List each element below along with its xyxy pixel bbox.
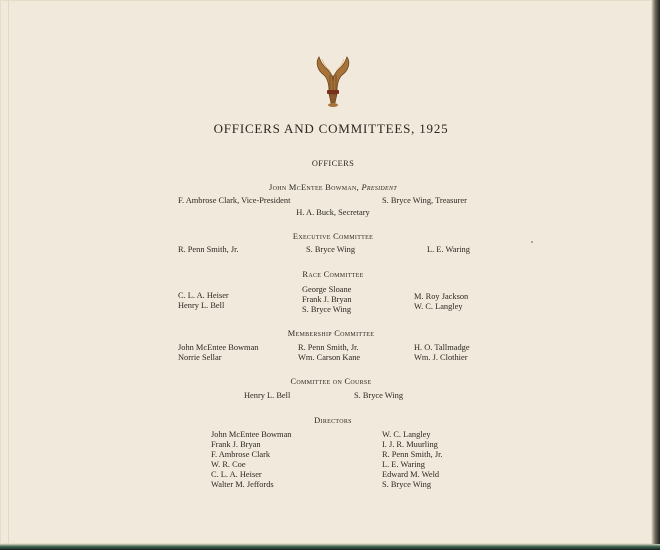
director: W. C. Langley xyxy=(382,430,431,439)
director: C. L. A. Heiser xyxy=(211,470,262,479)
directors-heading: Directors xyxy=(314,416,352,425)
lyre-emblem-icon xyxy=(312,53,354,109)
course-committee-heading: Committee on Course xyxy=(290,377,372,386)
director: L. E. Waring xyxy=(382,460,425,469)
race-member: C. L. A. Heiser xyxy=(178,291,229,300)
race-committee-heading: Race Committee xyxy=(302,270,364,279)
race-member: George Sloane xyxy=(302,285,352,294)
secretary: H. A. Buck, Secretary xyxy=(296,208,370,217)
president-title: President xyxy=(361,183,397,192)
director: Edward M. Weld xyxy=(382,470,440,479)
race-member: S. Bryce Wing xyxy=(302,305,352,314)
race-member: Henry L. Bell xyxy=(178,301,225,310)
book-edge-right xyxy=(652,0,660,550)
president-line xyxy=(269,183,397,193)
director: John McEntee Bowman xyxy=(211,430,292,439)
race-member: W. C. Langley xyxy=(414,302,463,311)
executive-member: L. E. Waring xyxy=(427,245,470,254)
director: Walter M. Jeffords xyxy=(211,480,274,489)
director: F. Ambrose Clark xyxy=(211,450,271,459)
membership-committee-heading: Membership Committee xyxy=(287,329,375,338)
course-member: Henry L. Bell xyxy=(244,391,291,400)
membership-member: Norrie Sellar xyxy=(178,353,222,362)
vice-president: F. Ambrose Clark, Vice-President xyxy=(178,196,291,205)
director: R. Penn Smith, Jr. xyxy=(382,450,443,459)
page-fold xyxy=(8,0,9,544)
page-title: OFFICERS AND COMMITTEES, 1925 xyxy=(213,121,449,136)
director: Frank J. Bryan xyxy=(211,440,261,449)
book-edge-bottom xyxy=(0,544,660,550)
membership-member: John McEntee Bowman xyxy=(178,343,259,352)
director: S. Bryce Wing xyxy=(382,480,432,489)
membership-member: R. Penn Smith, Jr. xyxy=(298,343,359,352)
executive-committee-heading: Executive Committee xyxy=(292,232,374,241)
officers-heading: OFFICERS xyxy=(311,159,355,168)
executive-member: S. Bryce Wing xyxy=(306,245,356,254)
president-name: John McEntee Bowman, xyxy=(269,183,362,192)
paper-speck xyxy=(531,241,533,243)
course-member: S. Bryce Wing xyxy=(354,391,404,400)
treasurer: S. Bryce Wing, Treasurer xyxy=(382,196,467,205)
membership-member: Wm. J. Clothier xyxy=(414,353,468,362)
director: W. R. Coe xyxy=(211,460,246,469)
director: I. J. R. Muurling xyxy=(382,440,438,449)
executive-member: R. Penn Smith, Jr. xyxy=(178,245,239,254)
membership-member: H. O. Tallmadge xyxy=(414,343,470,352)
membership-member: Wm. Carson Kane xyxy=(298,353,361,362)
race-member: Frank J. Bryan xyxy=(302,295,352,304)
race-member: M. Roy Jackson xyxy=(414,292,469,301)
